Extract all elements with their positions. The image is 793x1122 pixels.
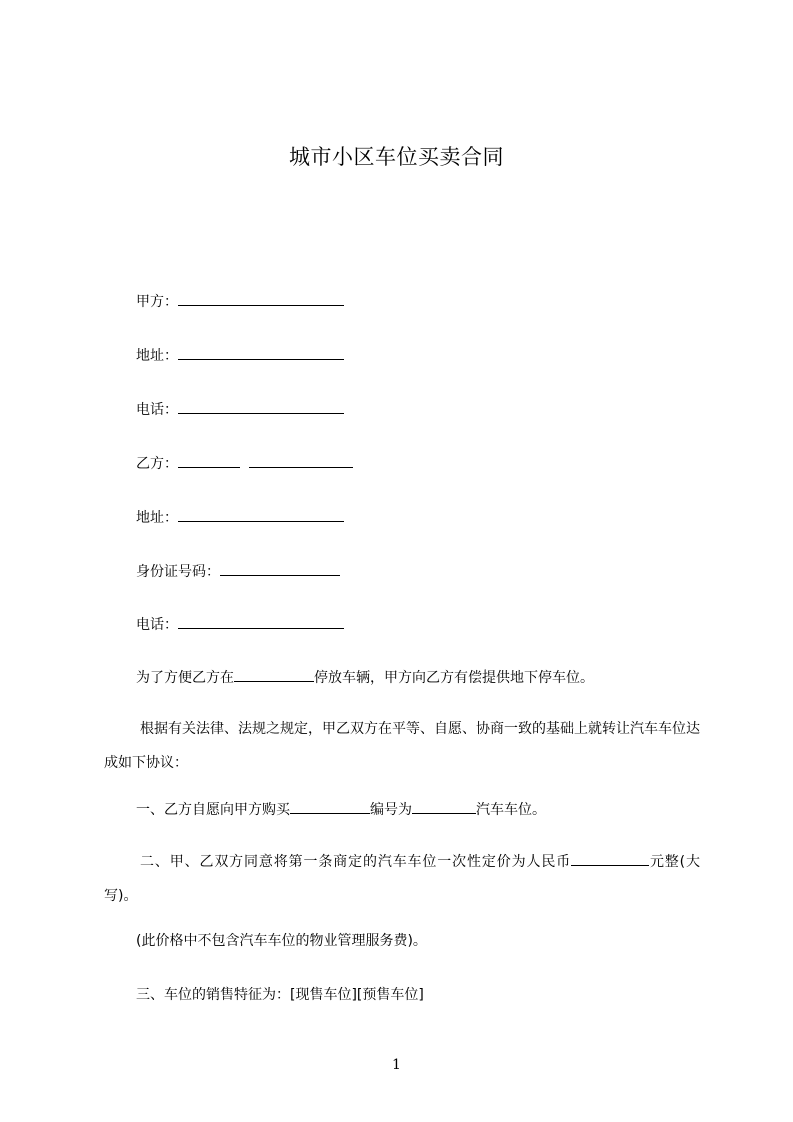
party-b-id-field	[136, 560, 340, 582]
party-a-phone-field	[136, 398, 344, 420]
party-b-label: 乙方：	[136, 456, 178, 472]
party-a-blank[interactable]	[178, 290, 344, 306]
party-b-address-field	[136, 506, 344, 528]
clause-1	[136, 798, 546, 820]
party-a-phone-label: 电话：	[136, 402, 178, 418]
clause-2-prefix: 二、甲、乙双方同意将第一条商定的汽车车位一次性定价为人民币	[140, 854, 572, 870]
basis-paragraph: 根据有关法律、法规之规定，甲乙双方在平等、自愿、协商一致的基础上就转让汽车车位达成如下协议：	[104, 721, 700, 771]
party-b-blank-2[interactable]	[249, 452, 353, 468]
price-note: (此价格中不包含汽车车位的物业管理服务费)。	[136, 933, 427, 949]
party-a-address-blank[interactable]	[178, 344, 344, 360]
purpose-location-blank[interactable]	[234, 666, 314, 682]
purpose-paragraph	[136, 666, 594, 688]
party-b-phone-field	[136, 613, 344, 635]
party-a-label: 甲方：	[136, 294, 178, 310]
party-b-field	[136, 452, 353, 474]
party-a-address-field	[136, 344, 344, 366]
clause-1-middle: 编号为	[370, 802, 412, 818]
clause-2-price-blank[interactable]	[571, 850, 649, 866]
clause-3: 三、车位的销售特征为：[现售车位][预售车位]	[136, 987, 424, 1003]
party-b-blank-1[interactable]	[178, 452, 240, 468]
party-b-address-label: 地址：	[136, 510, 178, 526]
party-a-address-label: 地址：	[136, 348, 178, 364]
document-title: 城市小区车位买卖合同	[289, 145, 504, 169]
purpose-prefix: 为了方便乙方在	[136, 670, 234, 686]
party-b-phone-label: 电话：	[136, 617, 178, 633]
clause-1-number-blank[interactable]	[412, 798, 476, 814]
party-b-address-blank[interactable]	[178, 506, 344, 522]
party-b-id-blank[interactable]	[220, 560, 340, 576]
clause-1-suffix: 汽车车位。	[476, 802, 546, 818]
page-number: 1	[392, 1057, 401, 1073]
clause-1-prefix: 一、乙方自愿向甲方购买	[136, 802, 290, 818]
party-a-phone-blank[interactable]	[178, 398, 344, 414]
party-b-id-label: 身份证号码：	[136, 564, 220, 580]
purpose-suffix: 停放车辆，甲方向乙方有偿提供地下停车位。	[314, 670, 594, 686]
party-b-phone-blank[interactable]	[178, 613, 344, 629]
clause-2-suffix: 元整(大写)。	[104, 854, 700, 904]
clause-1-location-blank[interactable]	[290, 798, 370, 814]
clause-2	[104, 845, 700, 913]
party-a-field	[136, 290, 344, 312]
